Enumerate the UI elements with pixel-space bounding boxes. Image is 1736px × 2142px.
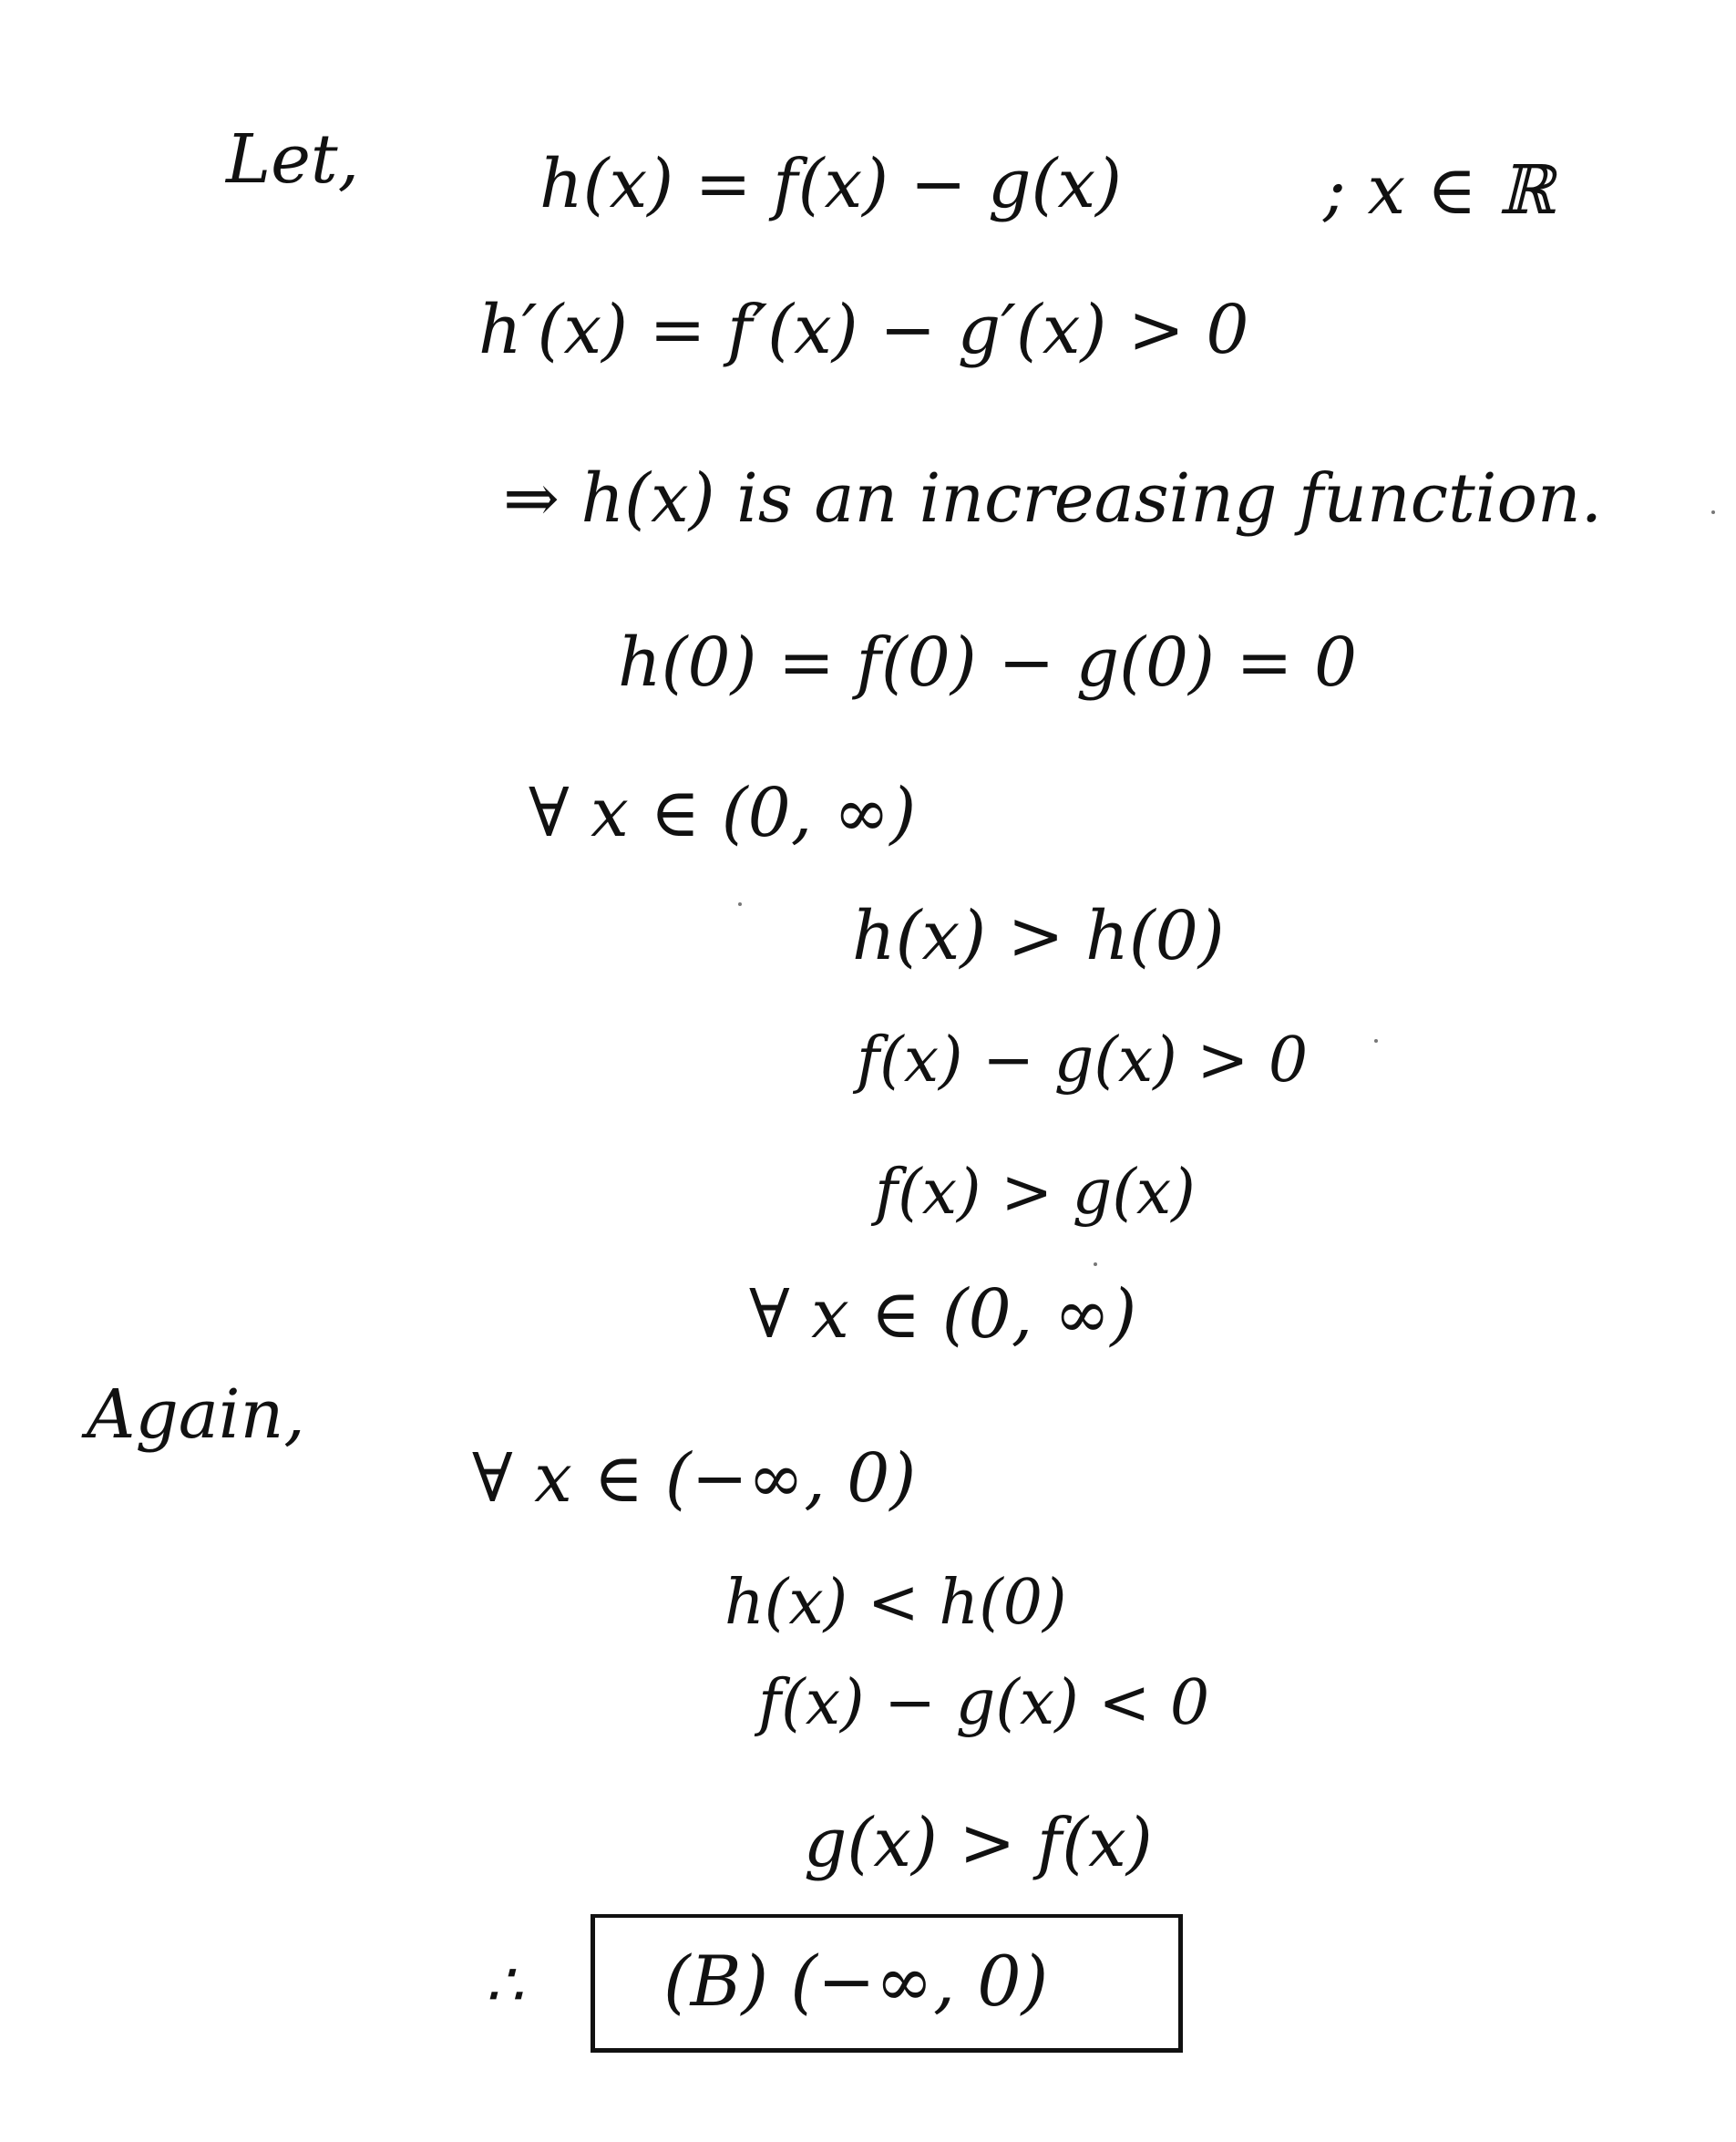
answer-box — [591, 1914, 1183, 2053]
eq-g-gt-f: g(x) > f(x) — [804, 1804, 1153, 1882]
eq-h-definition: h(x) = f(x) − g(x) — [539, 145, 1122, 223]
eq-f-minus-g-negative: f(x) − g(x) < 0 — [758, 1667, 1210, 1739]
eq-for-all-negative: ∀ x ∈ (−∞, 0) — [472, 1439, 917, 1518]
text-increasing-function: ⇒ h(x) is an increasing function. — [503, 459, 1603, 538]
eq-f-minus-g-positive: f(x) − g(x) > 0 — [857, 1025, 1309, 1097]
eq-h-derivative: h′(x) = f′(x) − g′(x) > 0 — [478, 291, 1249, 369]
answer-text: (B) (−∞, 0) — [663, 1941, 1049, 2022]
paper-speck — [1374, 1039, 1378, 1043]
eq-for-all-positive-2: ∀ x ∈ (0, ∞) — [749, 1275, 1137, 1354]
eq-f-gt-g: f(x) > g(x) — [875, 1157, 1196, 1229]
paper-speck — [1711, 510, 1715, 514]
eq-h-gt-h0: h(x) > h(0) — [852, 897, 1225, 975]
eq-h-lt-h0: h(x) < h(0) — [724, 1567, 1067, 1639]
paper-speck — [1094, 1262, 1097, 1266]
eq-h-at-zero: h(0) = f(0) − g(0) = 0 — [618, 623, 1358, 702]
text-again: Again, — [87, 1375, 305, 1454]
therefore-symbol: ∴ — [485, 1950, 523, 2020]
eq-for-all-positive: ∀ x ∈ (0, ∞) — [529, 774, 917, 852]
paper-speck — [738, 902, 742, 906]
eq-domain: ; x ∈ ℝ — [1323, 151, 1555, 230]
text-let: Let, — [226, 120, 360, 199]
